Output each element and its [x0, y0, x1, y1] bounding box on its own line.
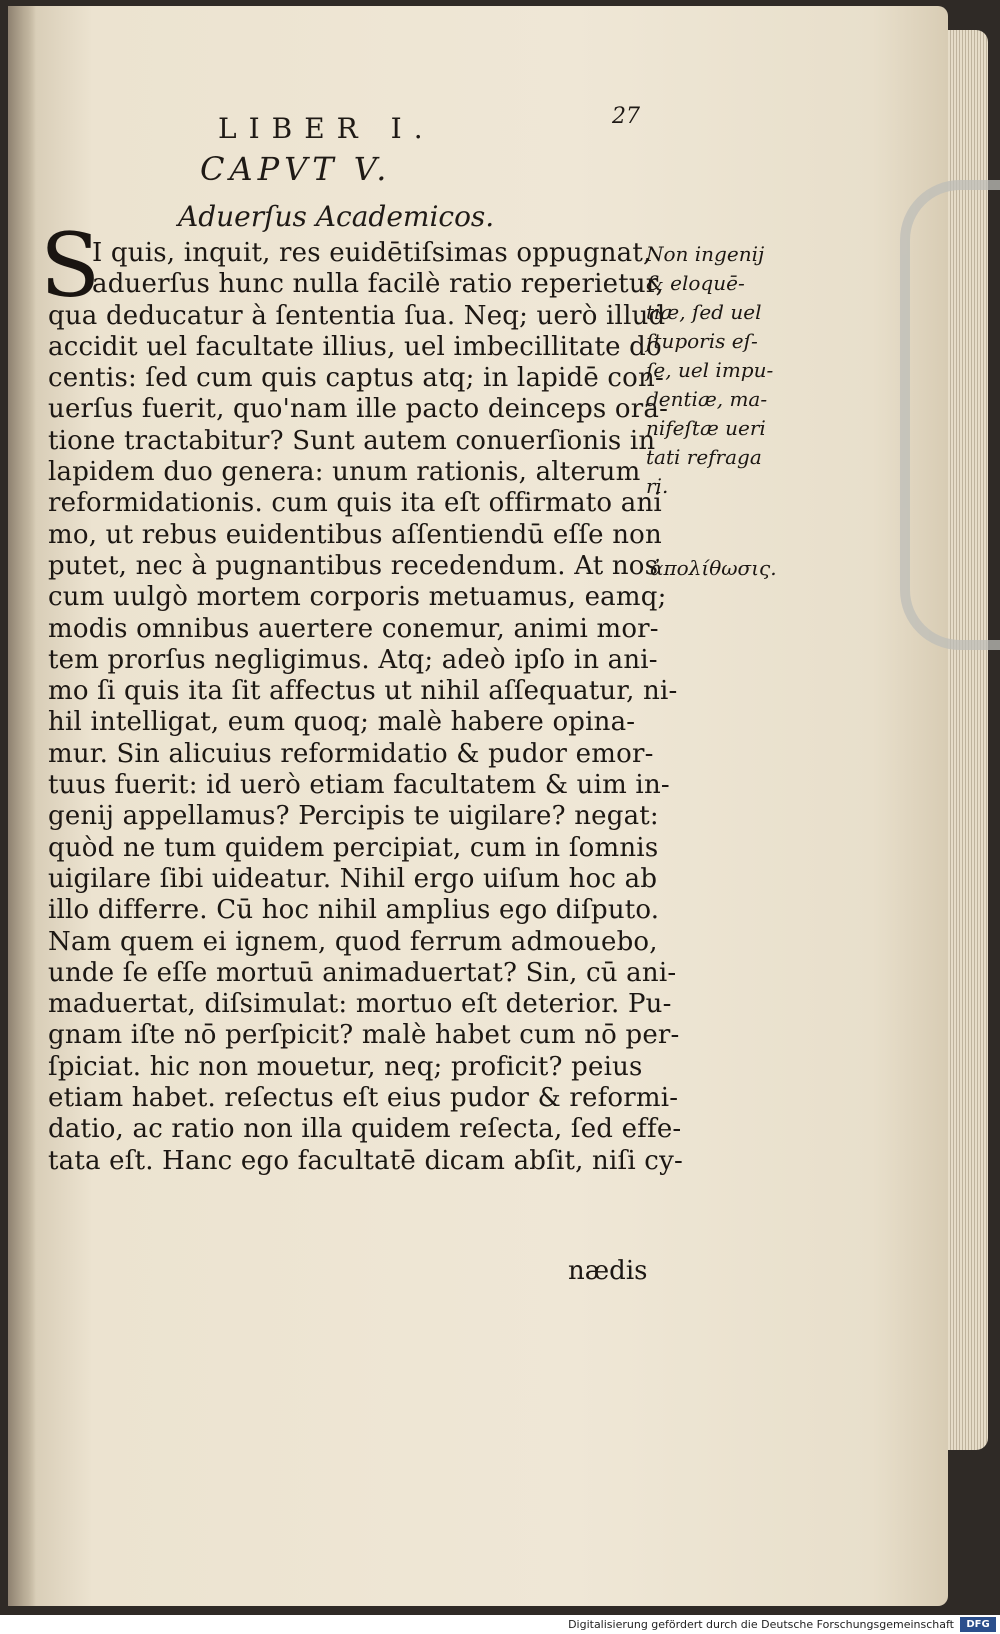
marginal-line: tati refraga: [646, 445, 762, 469]
page-number: 27: [612, 104, 640, 129]
text-line: tione tractabitur? Sunt autem conuerſionis in: [48, 425, 656, 456]
marginal-line: ſtuporis eſ-: [646, 329, 758, 353]
marginal-line: & eloquē-: [646, 271, 745, 295]
footer-bar: [0, 1615, 1000, 1634]
text-line: putet, nec à pugnantibus recedendum. At nos: [48, 550, 659, 581]
marginal-line: ſe, uel impu-: [646, 358, 774, 382]
text-line: qua deducatur à ſententia ſua. Neq; uerò illud: [48, 300, 666, 331]
text-line: maduertat, diſsimulat: mortuo eſt deterior. Pu-: [48, 989, 672, 1020]
chapter-title: CAPVT V.: [200, 150, 392, 188]
funding-credit: Digitalisierung gefördert durch die Deutsche Forschungsgemeinschaft: [568, 1618, 954, 1631]
text-line: mo ſi quis ita ſit affectus ut nihil aſſequatur, ni-: [48, 676, 678, 707]
text-line: quòd ne tum quidem percipiat, cum in ſomnis: [48, 832, 659, 863]
text-line: gnam iſte nō perſpicit? malè habet cum nō per-: [48, 1020, 680, 1051]
running-head: LIBER I.: [218, 112, 435, 145]
drop-cap: S: [40, 214, 101, 317]
text-line: uerſus fuerit, quo'nam ille pacto deinceps ora-: [48, 394, 669, 425]
marginal-greek: ἀπολίθωσις.: [650, 556, 777, 580]
text-line: tem prorſus negligimus. Atq; adeò ipſo in ani-: [48, 644, 658, 675]
text-line: mur. Sin alicuius reformidatio & pudor emor-: [48, 738, 654, 769]
marginal-line: dentiæ, ma-: [646, 387, 768, 411]
page-clip: [900, 180, 1000, 650]
text-line: modis omnibus auertere conemur, animi mor-: [48, 613, 659, 644]
text-line: lapidem duo genera: unum rationis, alterum: [48, 457, 641, 488]
text-line: cum uulgò mortem corporis metuamus, eamq;: [48, 582, 667, 613]
text-line: Nam quem ei ignem, quod ferrum admouebo,: [48, 926, 658, 957]
catchword: nædis: [568, 1256, 648, 1286]
text-line: accidit uel facultate illius, uel imbecillitate do: [48, 331, 662, 362]
text-line: reformidationis. cum quis ita eſt offirmato ani: [48, 488, 662, 519]
text-line: tata eſt. Hanc ego facultatē dicam abſit, niſi cy-: [48, 1145, 683, 1176]
gutter-shadow: [8, 6, 36, 1606]
text-line: ſpiciat. hic non mouetur, neq; proficit? peius: [48, 1051, 643, 1082]
text-line: unde ſe eſſe mortuū animaduertat? Sin, cū ani-: [48, 957, 677, 988]
text-line: uigilare ſibi uideatur. Nihil ergo uiſum hoc ab: [48, 863, 658, 894]
text-line: centis: ſed cum quis captus atq; in lapidē con-: [48, 363, 664, 394]
text-line: tuus fuerit: id uerò etiam facultatem & uim in-: [48, 770, 670, 801]
text-line: illo differre. Cū hoc nihil amplius ego diſputo.: [48, 895, 660, 926]
marginal-note: [646, 240, 773, 501]
marginal-line: Non ingenij: [646, 242, 765, 266]
marginal-line: tiæ, ſed uel: [646, 300, 762, 324]
dfg-logo: DFG: [960, 1617, 996, 1632]
text-line: genij appellamus? Percipis te uigilare? negat:: [48, 801, 659, 832]
body-text: [48, 238, 683, 1177]
text-line: etiam habet. reſectus eſt eius pudor & reformi-: [48, 1083, 679, 1114]
text-line: datio, ac ratio non illa quidem reſecta, ſed effe-: [48, 1114, 682, 1145]
marginal-line: ri.: [646, 474, 669, 498]
text-line: aduerſus hunc nulla facilè ratio reperietur,: [92, 269, 665, 300]
text-line: hil intelligat, eum quoq; malè habere opina-: [48, 707, 636, 738]
text-line: I quis, inquit, res euidētiſsimas oppugnat,: [92, 238, 652, 268]
text-line: mo, ut rebus euidentibus aſſentiendū eſſe non: [48, 519, 662, 550]
marginal-line: nifeſtæ ueri: [646, 416, 766, 440]
section-heading: Aduerſus Academicos.: [178, 200, 495, 233]
